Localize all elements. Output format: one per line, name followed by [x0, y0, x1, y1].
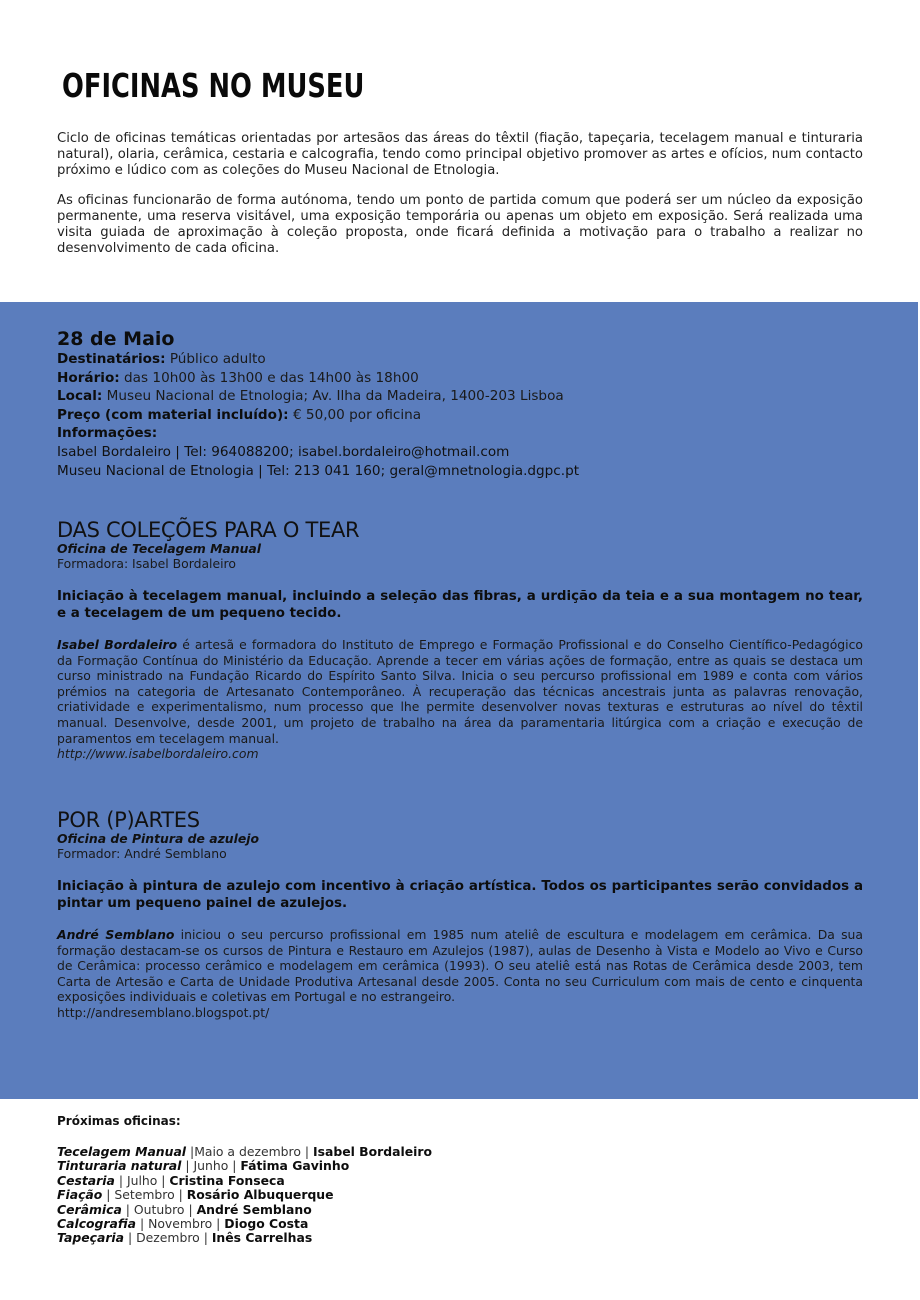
workshop-subtitle: Oficina de Tecelagem Manual: [57, 541, 262, 556]
upcoming-workshop: Fiação: [57, 1187, 103, 1203]
schedule-value: das 10h00 às 13h00 e das 14h00 às 18h00: [119, 369, 419, 386]
page-title: OFICINAS NO MUSEU: [62, 66, 365, 105]
event-info: [57, 328, 857, 480]
bio-text: iniciou o seu percurso profissional em 1985 num ateliê de escultura e modelagem em cerâmica. Da sua formação destacam-se os cursos de Pintura e Restauro em Azulejos (1987), aulas de Desenho à Vista e Modelo ao Vivo e Curso de Cerâmica: processo cerâmico e modelagem em cerâmica (1993). O seu ateliê está nas Rotas de Cerâmica desde 2003, tem Carta de Artesão e Carta de Unidade Produtiva Artesanal desde 2005. Conta no seu Curriculum com mais de cento e cinquenta exposições individuais e coletivas em Portugal e no estrangeiro.: [57, 927, 863, 1005]
audience-value: Público adulto: [165, 351, 266, 367]
upcoming-item: [57, 1174, 657, 1188]
info-row: [57, 424, 857, 443]
schedule-label: Horário:: [57, 369, 120, 386]
audience-row: [57, 350, 857, 369]
upcoming-workshop: Cerâmica: [57, 1201, 122, 1217]
upcoming-item: [57, 1159, 657, 1173]
upcoming-months: Dezembro: [136, 1230, 200, 1246]
location-row: [57, 387, 857, 406]
location-label: Local:: [57, 388, 103, 405]
upcoming-months: Maio a dezembro: [194, 1144, 301, 1159]
upcoming-person: Inês Carrelhas: [211, 1230, 313, 1246]
upcoming-header: Próximas oficinas:: [57, 1114, 181, 1128]
intro-paragraph: Ciclo de oficinas temáticas orientadas por artesãos das áreas do têxtil (fiação, tapeçaria, tecelagem manual e tinturaria natural), olaria, cerâmica, cestaria e calcografia, tendo como principal objetivo promover as artes e ofícios, num contacto próximo e lúdico com as coleções do Museu Nacional de Etnologia.: [57, 131, 863, 178]
separator: |: [228, 1158, 241, 1174]
workshop-title: POR (P)ARTES: [57, 808, 200, 832]
upcoming-person: Cristina Fonseca: [169, 1172, 285, 1188]
upcoming-workshop: Tinturaria natural: [57, 1158, 182, 1174]
separator: |: [199, 1230, 212, 1246]
upcoming-item: [57, 1231, 657, 1245]
separator: |: [184, 1201, 197, 1217]
upcoming-months: Junho: [193, 1158, 229, 1174]
upcoming-workshop: Tecelagem Manual: [57, 1144, 187, 1159]
workshop-section-azulejo: [57, 809, 863, 1021]
trainer-website-link[interactable]: http://www.isabelbordaleiro.com: [57, 746, 259, 762]
upcoming-person: Rosário Albuquerque: [186, 1187, 334, 1203]
upcoming-item: [57, 1203, 657, 1217]
price-label: Preço (com material incluído):: [57, 406, 289, 423]
trainer-website-link[interactable]: http://andresemblano.blogspot.pt/: [57, 1004, 270, 1020]
workshop-lead: Iniciação à tecelagem manual, incluindo a seleção das fibras, a urdição da teia e a sua montagem no tear, e a tecelagem de um pequeno tecido.: [57, 589, 863, 621]
location-value: Museu Nacional de Etnologia; Av. Ilha da Madeira, 1400-203 Lisboa: [102, 388, 564, 405]
upcoming-months: Outubro: [133, 1201, 185, 1217]
workshop-title: DAS COLEÇÕES PARA O TEAR: [57, 518, 360, 542]
upcoming-months: Setembro: [114, 1187, 175, 1203]
workshop-trainer: Formador: André Semblano: [57, 846, 227, 861]
upcoming-person: Diogo Costa: [224, 1216, 309, 1232]
workshop-section-tear: [57, 519, 863, 762]
upcoming-person: Fátima Gavinho: [240, 1158, 350, 1174]
workshop-subtitle: Oficina de Pintura de azulejo: [57, 831, 260, 846]
workshop-lead: Iniciação à pintura de azulejo com incentivo à criação artística. Todos os participantes serão convidados a pintar um pequeno painel de azulejos.: [57, 879, 863, 911]
upcoming-item: [57, 1188, 657, 1202]
bio-text: é artesã e formadora do Instituto de Emprego e Formação Profissional e do Conselho Científico-Pedagógico da Formação Contínua do Ministério da Educação. Aprende a tecer em várias ações de formação, entre as quais se destaca um curso ministrado na Fundação Ricardo do Espírito Santo Silva. Inicia o seu percurso profissional em 1989 e conta com vários prémios na categoria de Artesanato Contemporâneo. À recuperação das técnicas ancestrais junta as palavras renovação, criatividade e experimentalismo, num processo que lhe permite desenvolver novas texturas e estruturas ao nível do têxtil manual. Desenvolve, desde 2001, um projeto de trabalho na área da paramentaria litúrgica com a criação e execução de paramentos em tecelagem manual.: [57, 637, 863, 746]
schedule-row: [57, 369, 857, 388]
bio-name: Isabel Bordaleiro: [57, 637, 178, 652]
trainer-bio: [57, 927, 863, 1005]
separator: |: [114, 1172, 127, 1188]
upcoming-months: Novembro: [148, 1216, 213, 1232]
separator: |: [136, 1216, 149, 1232]
price-value: € 50,00 por oficina: [288, 406, 422, 423]
separator: |: [181, 1158, 194, 1174]
separator: |: [174, 1187, 187, 1203]
workshop-trainer: Formadora: Isabel Bordaleiro: [57, 556, 236, 571]
contact-line: Isabel Bordaleiro | Tel: 964088200; isabel.bordaleiro@hotmail.com: [57, 443, 510, 460]
upcoming-person: André Semblano: [196, 1201, 312, 1217]
intro-text: [57, 131, 863, 272]
separator: |: [124, 1230, 137, 1246]
separator: |: [102, 1187, 115, 1203]
upcoming-months: Julho: [126, 1172, 158, 1188]
upcoming-workshop: Tapeçaria: [57, 1230, 125, 1246]
bio-name: André Semblano: [57, 927, 175, 942]
audience-label: Destinatários:: [57, 351, 166, 367]
upcoming-person: Isabel Bordaleiro: [312, 1144, 432, 1159]
upcoming-item: [57, 1217, 657, 1231]
upcoming-item: [57, 1145, 657, 1159]
trainer-bio: [57, 637, 863, 746]
upcoming-workshop: Cestaria: [57, 1172, 115, 1188]
separator: |: [157, 1172, 170, 1188]
separator: |: [121, 1201, 134, 1217]
upcoming-workshop: Calcografia: [57, 1216, 137, 1232]
intro-paragraph: As oficinas funcionarão de forma autónoma, tendo um ponto de partida comum que poderá ser um núcleo da exposição permanente, uma reserva visitável, uma exposição temporária ou apenas um objeto em exposição. Será realizada uma visita guiada de aproximação à coleção proposta, onde ficará definida a motivação para o trabalho a realizar no desenvolvimento de cada oficina.: [57, 193, 863, 256]
event-date: 28 de Maio: [57, 328, 175, 350]
separator: |: [300, 1144, 313, 1159]
contact-line: Museu Nacional de Etnologia | Tel: 213 041 160; geral@mnetnologia.dgpc.pt: [57, 462, 580, 479]
info-label: Informações:: [57, 425, 158, 442]
separator: |: [186, 1144, 195, 1159]
separator: |: [212, 1216, 225, 1232]
price-row: [57, 406, 857, 425]
upcoming-workshops: [57, 1113, 657, 1246]
